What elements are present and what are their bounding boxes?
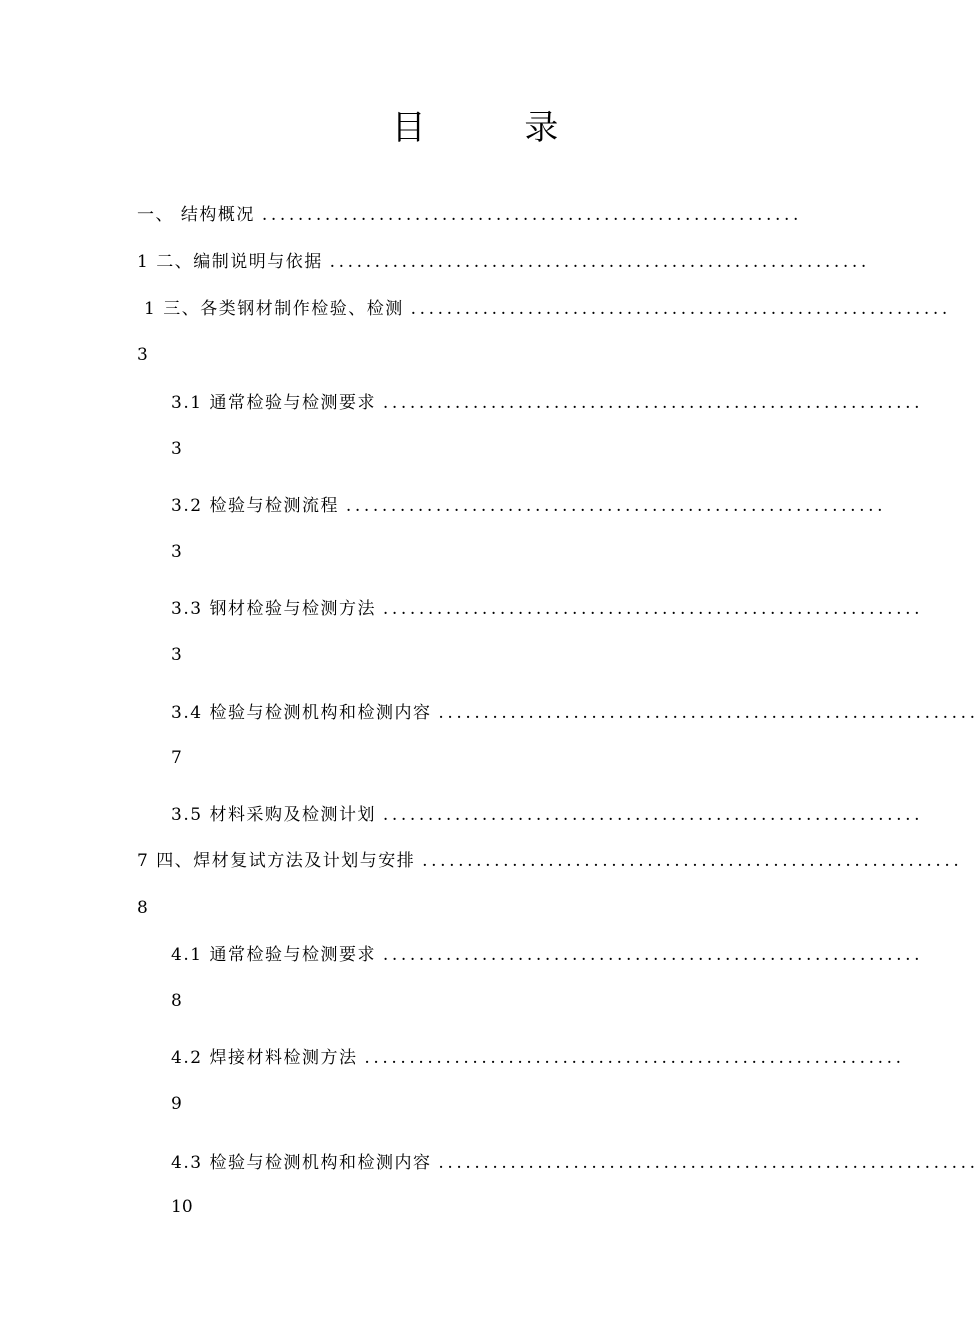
toc-entry-4-3[interactable] [171,1151,979,1175]
toc-page-number: 9 [171,1094,182,1114]
toc-entry-text: 3.3 钢材检验与检测方法 [171,599,376,619]
toc-entry-text: 二、编制说明与依据 [156,252,323,272]
toc-entry-3-1[interactable] [171,391,924,415]
toc-entry-prefix: 1 [144,299,157,319]
toc-page-number: 8 [171,991,182,1011]
toc-entry-3-2[interactable] [171,494,887,518]
toc-entry-4-1[interactable] [171,943,924,967]
toc-entry-text: 三、各类钢材制作检验、检测 [163,299,404,319]
toc-entry-prefix: 7 [137,851,150,871]
toc-entry-text: 3.2 检验与检测流程 [171,496,339,516]
toc-leader-dots: ............................................................ [438,1153,979,1173]
toc-page-number: 3 [137,345,148,365]
toc-entry-text: 四、焊材复试方法及计划与安排 [156,851,416,871]
toc-leader-dots: ............................................................ [329,252,870,272]
toc-entry-welding-materials[interactable] [137,849,963,873]
toc-page-number: 8 [137,898,148,918]
toc-page-number: 10 [171,1197,193,1217]
toc-entry-4-2[interactable] [171,1046,905,1070]
toc-entry-text: 4.3 检验与检测机构和检测内容 [171,1153,432,1173]
toc-entry-structure-overview[interactable] [137,203,847,227]
toc-entry-3-5[interactable] [171,803,924,827]
toc-entry-prefix: 1 [137,252,150,272]
toc-page-number: 3 [171,645,182,665]
toc-entry-text: 4.2 焊接材料检测方法 [171,1048,358,1068]
toc-page-number: 7 [171,748,182,768]
toc-leader-dots: ............................................................ [382,599,924,619]
toc-leader-dots: ............................................................ [364,1048,905,1068]
toc-leader-dots: ............................................................ [438,703,979,723]
page-title: 目 录 [391,108,603,148]
toc-page-number: 3 [171,542,182,562]
toc-leader-dots: ............................................................ [261,205,803,225]
toc-entry-compilation-basis[interactable] [137,250,870,274]
toc-entry-text: 3.1 通常检验与检测要求 [171,393,376,413]
toc-entry-text: 3.4 检验与检测机构和检测内容 [171,703,432,723]
toc-leader-dots: ............................................................ [410,299,951,319]
toc-leader-dots: ............................................................ [382,805,924,825]
toc-entry-3-3[interactable] [171,597,924,621]
toc-entry-text: 一、 结构概况 [137,205,255,225]
toc-entry-text: 4.1 通常检验与检测要求 [171,945,376,965]
toc-entry-text: 3.5 材料采购及检测计划 [171,805,376,825]
toc-leader-dots: ............................................................ [382,393,924,413]
toc-entry-3-4[interactable] [171,701,979,725]
toc-leader-dots: ............................................................ [345,496,887,516]
toc-page-number: 3 [171,439,182,459]
toc-entry-steel-inspection[interactable] [144,297,951,321]
toc-leader-dots: ............................................................ [422,851,963,871]
toc-leader-dots: ............................................................ [382,945,924,965]
